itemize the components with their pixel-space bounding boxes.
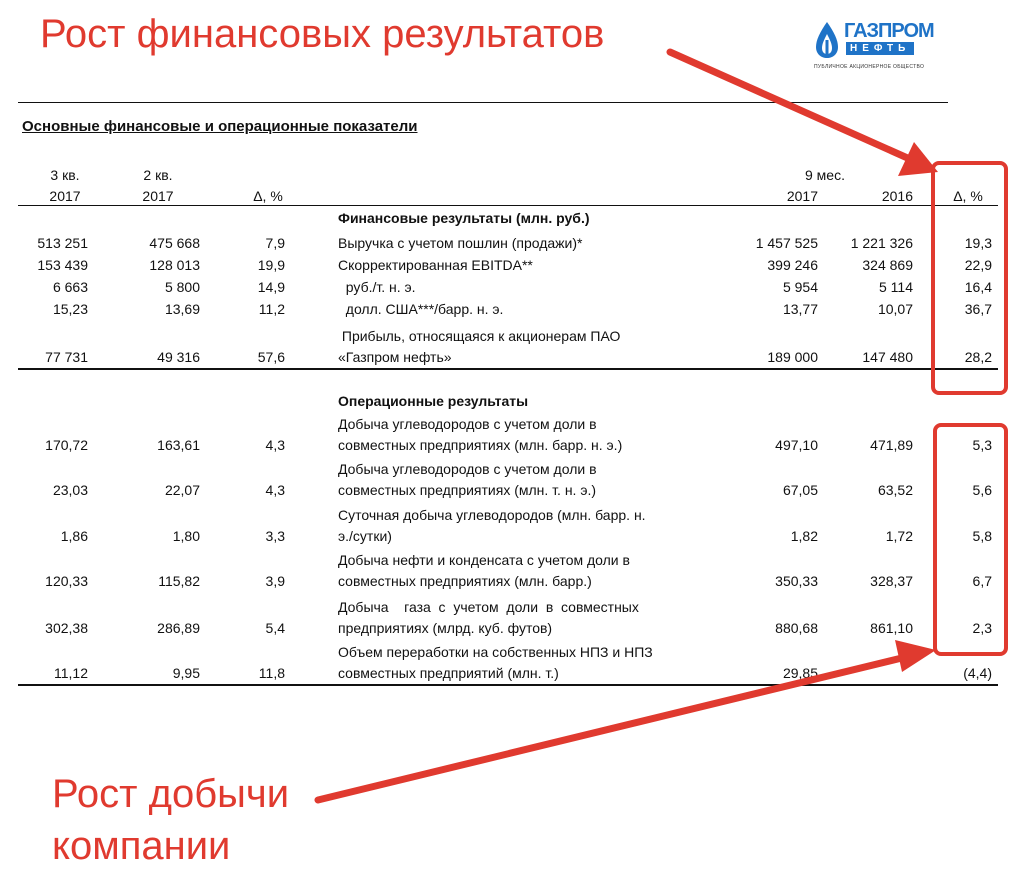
cell-y17: 67,05 <box>782 482 818 498</box>
cell-q2: 115,82 <box>158 573 200 589</box>
cell-y17: 1 457 525 <box>755 235 818 251</box>
row-label: совместных предприятиях (млн. барр. н. э.) <box>338 437 623 453</box>
cell-y17: 29,85 <box>782 665 818 681</box>
section-heading: Финансовые результаты (млн. руб.) <box>338 210 590 226</box>
cell-dq: 19,9 <box>257 257 285 273</box>
cell-y16: 861,10 <box>870 620 913 636</box>
row-label: Суточная добыча углеводородов (млн. барр. н. <box>338 507 646 523</box>
cell-y17: 350,33 <box>775 573 818 589</box>
row-label: Добыча газа с учетом доли в совместных <box>338 599 639 615</box>
cell-dq: 7,9 <box>265 235 285 251</box>
cell-q2: 128 013 <box>149 257 200 273</box>
cell-q2: 475 668 <box>149 235 200 251</box>
cell-q2: 163,61 <box>157 437 200 453</box>
row-label: э./сутки) <box>338 528 392 544</box>
header-q2-line2: 2017 <box>142 188 174 204</box>
section-heading: Операционные результаты <box>338 393 529 409</box>
row-label: совместных предприятиях (млн. барр.) <box>338 573 592 589</box>
logo-brand-text: ГАЗПРОМ <box>844 20 934 42</box>
header-nine-months: 9 мес. <box>805 167 845 183</box>
cell-q3: 15,23 <box>52 301 88 317</box>
cell-dy: 16,4 <box>964 279 992 295</box>
cell-y17: 399 246 <box>767 257 818 273</box>
cell-q3: 1,86 <box>60 528 88 544</box>
header-q3-line2: 2017 <box>49 188 81 204</box>
cell-y16: 328,37 <box>870 573 913 589</box>
cell-y17: 189 000 <box>767 349 818 365</box>
cell-dq: 4,3 <box>265 482 285 498</box>
cell-dy: 36,7 <box>964 301 992 317</box>
cell-q2: 22,07 <box>164 482 200 498</box>
row-label: Выручка с учетом пошлин (продажи)* <box>338 235 583 251</box>
row-label: совместных предприятиях (млн. т. н. э.) <box>338 482 597 498</box>
cell-dy: 22,9 <box>964 257 992 273</box>
arrow-to-operational <box>318 656 910 800</box>
cell-dq: 57,6 <box>257 349 285 365</box>
header-delta-y: Δ, % <box>953 188 983 204</box>
cell-y16: 1 221 326 <box>850 235 913 251</box>
cell-y16: 471,89 <box>870 437 913 453</box>
cell-dy: 5,6 <box>972 482 992 498</box>
header-delta-q: Δ, % <box>253 188 283 204</box>
row-label: Прибыль, относящаяся к акционерам ПАО <box>338 328 621 344</box>
cell-dq: 11,2 <box>258 301 285 317</box>
header-2017: 2017 <box>786 188 818 204</box>
arrow-to-financial <box>670 52 912 160</box>
cell-q2: 5 800 <box>164 279 200 295</box>
cell-q3: 153 439 <box>37 257 88 273</box>
cell-y17: 13,77 <box>782 301 818 317</box>
headline-production-line2: компании <box>52 824 231 868</box>
table-title: Основные финансовые и операционные показатели <box>22 118 418 135</box>
cell-q3: 23,03 <box>52 482 88 498</box>
cell-dy: (4,4) <box>963 665 992 681</box>
cell-y16: 5 114 <box>879 279 913 295</box>
row-label: Объем переработки на собственных НПЗ и НПЗ <box>338 644 653 660</box>
logo-sub-text: НЕФТЬ <box>846 42 914 55</box>
header-q2-line1: 2 кв. <box>143 167 173 183</box>
cell-y17: 497,10 <box>775 437 818 453</box>
cell-dq: 11,8 <box>258 665 285 681</box>
cell-dy: 19,3 <box>964 235 992 251</box>
cell-dq: 3,3 <box>265 528 285 544</box>
headline-financial-growth: Рост финансовых результатов <box>40 12 605 56</box>
cell-q3: 6 663 <box>52 279 88 295</box>
cell-q3: 120,33 <box>45 573 88 589</box>
row-label: совместных предприятий (млн. т.) <box>338 665 559 681</box>
cell-y16: 10,07 <box>877 301 913 317</box>
row-label: предприятиях (млрд. куб. футов) <box>338 620 553 636</box>
cell-y16: 1,72 <box>885 528 913 544</box>
cell-y16: 63,52 <box>877 482 913 498</box>
row-label: Скорректированная EBITDA** <box>338 257 533 273</box>
cell-q3: 170,72 <box>45 437 88 453</box>
cell-dy: 2,3 <box>972 620 992 636</box>
cell-q3: 11,12 <box>54 665 88 681</box>
cell-q3: 77 731 <box>45 349 88 365</box>
cell-q3: 513 251 <box>37 235 88 251</box>
header-2016: 2016 <box>881 188 913 204</box>
cell-q2: 49 316 <box>157 349 200 365</box>
headline-production-line1: Рост добычи <box>52 772 290 816</box>
cell-dy: 28,2 <box>964 349 992 365</box>
arrowhead-operational-icon <box>895 640 936 672</box>
cell-q2: 286,89 <box>157 620 200 636</box>
cell-dq: 14,9 <box>257 279 285 295</box>
row-label: долл. США***/барр. н. э. <box>338 301 504 317</box>
cell-q2: 9,95 <box>172 665 200 681</box>
cell-dq: 5,4 <box>265 620 285 636</box>
cell-dy: 5,8 <box>972 528 992 544</box>
cell-y16: 147 480 <box>862 349 913 365</box>
row-label: «Газпром нефть» <box>338 349 452 365</box>
cell-y17: 1,82 <box>790 528 818 544</box>
row-label: руб./т. н. э. <box>338 279 416 295</box>
cell-dy: 5,3 <box>972 437 992 453</box>
logo-tagline: ПУБЛИЧНОЕ АКЦИОНЕРНОЕ ОБЩЕСТВО <box>814 64 925 70</box>
row-label: Добыча нефти и конденсата с учетом доли в <box>338 552 630 568</box>
cell-y16: 324 869 <box>862 257 913 273</box>
row-label: Добыча углеводородов с учетом доли в <box>338 416 597 432</box>
cell-y17: 5 954 <box>782 279 818 295</box>
cell-q2: 1,80 <box>172 528 200 544</box>
cell-dq: 3,9 <box>265 573 285 589</box>
header-q3-line1: 3 кв. <box>50 167 80 183</box>
cell-q3: 302,38 <box>45 620 88 636</box>
row-label: Добыча углеводородов с учетом доли в <box>338 461 597 477</box>
cell-y17: 880,68 <box>775 620 818 636</box>
cell-dy: 6,7 <box>972 573 992 589</box>
cell-q2: 13,69 <box>164 301 200 317</box>
cell-dq: 4,3 <box>265 437 285 453</box>
